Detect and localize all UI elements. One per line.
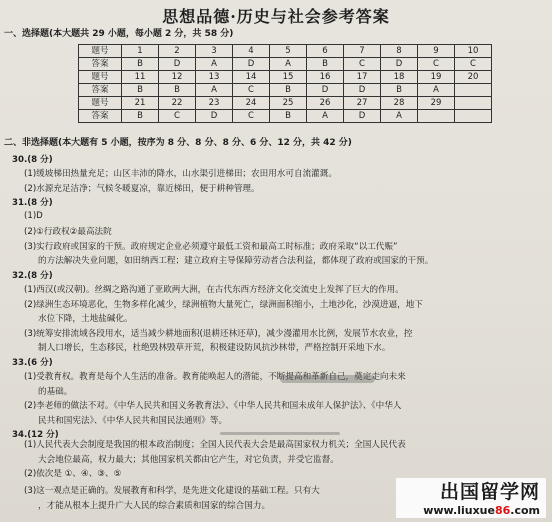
answer-line: 制人口增长，生态移民，杜绝毁林毁草开荒，积极建设防风抗沙林带，严格控制开采地下水。 xyxy=(38,343,391,353)
table-cell: B xyxy=(307,58,344,71)
table-cell: 15 xyxy=(270,71,307,84)
table-cell xyxy=(455,84,492,97)
question-number: 34.(12 分) xyxy=(12,430,59,440)
table-cell: 19 xyxy=(418,71,455,84)
table-cell: 17 xyxy=(344,71,381,84)
table-cell: 3 xyxy=(196,45,233,58)
answer-line: 水位下降，土地盐碱化。 xyxy=(38,314,133,324)
table-cell: C xyxy=(233,110,270,123)
table-cell: 28 xyxy=(381,97,418,110)
table-cell: 7 xyxy=(344,45,381,58)
answer-line: 的基础。 xyxy=(38,387,73,397)
question-number: 31.(8 分) xyxy=(12,198,53,208)
page-title: 思想品德·历史与社会参考答案 xyxy=(162,7,390,26)
answer-line: (3)这一观点是正确的。发展教育和科学，是先进文化建设的基础工程。只有大 xyxy=(24,486,320,496)
table-cell xyxy=(455,97,492,110)
watermark-logo: 出国留学网 xyxy=(439,481,540,503)
table-row-header: 题号 xyxy=(79,97,122,110)
answer-line: (1)西汉(或汉朝)。丝绸之路沟通了亚欧两大洲，在古代东西方经济文化交流史上发挥了巨大的作用。 xyxy=(24,285,404,295)
table-cell: A xyxy=(381,110,418,123)
question-number: 33.(6 分) xyxy=(12,358,53,368)
table-row-header: 答案 xyxy=(79,84,122,97)
answer-line: (2)①行政权②最高法院 xyxy=(24,227,112,237)
table-cell: 20 xyxy=(455,71,492,84)
question-number: 30.(8 分) xyxy=(12,155,53,165)
table-cell: D xyxy=(381,58,418,71)
table-cell: 21 xyxy=(122,97,159,110)
question-number: 32.(8 分) xyxy=(12,271,53,281)
table-row xyxy=(79,58,492,71)
answer-line: ，才能从根本上提升广大人民的综合素质和国家的综合国力。 xyxy=(38,501,271,511)
table-cell: B xyxy=(270,110,307,123)
table-row xyxy=(79,71,492,84)
table-cell: 9 xyxy=(418,45,455,58)
table-cell: 2 xyxy=(159,45,196,58)
table-cell: 4 xyxy=(233,45,270,58)
table-row-header: 答案 xyxy=(79,110,122,123)
table-cell: B xyxy=(122,58,159,71)
table-cell xyxy=(455,110,492,123)
answer-line: (3)统筹安排流域各段用水，适当减少耕地面积(退耕还林还草)，减少漫灌用水比例，发展节水农业，控 xyxy=(24,329,413,339)
table-cell: D xyxy=(196,110,233,123)
table-cell: 13 xyxy=(196,71,233,84)
table-cell: A xyxy=(418,84,455,97)
table-cell: D xyxy=(307,84,344,97)
table-cell: 26 xyxy=(307,97,344,110)
answer-table xyxy=(78,44,492,123)
table-row xyxy=(79,45,492,58)
answer-line: (2)绿洲生态环境恶化，生物多样化减少，绿洲植物大量死亡，绿洲面积缩小，土地沙化，沙漠进逼，地下 xyxy=(24,300,423,310)
table-cell: 11 xyxy=(122,71,159,84)
table-cell xyxy=(418,110,455,123)
table-row xyxy=(79,84,492,97)
table-cell: 10 xyxy=(455,45,492,58)
watermark-url: www.liuxue86.com xyxy=(423,504,540,517)
table-row xyxy=(79,97,492,110)
answer-line: (1)缓坡梯田热量充足；山区丰沛的降水，山水渠引进梯田；农田用水可自流灌溉。 xyxy=(24,169,337,179)
table-cell: B xyxy=(159,84,196,97)
answer-line: (2)李老师的做法不对。《中华人民共和国义务教育法》、《中华人民共和国未成年人保护法》、《中华人 xyxy=(24,401,402,411)
answer-line: (1)人民代表大会制度是我国的根本政治制度；全国人民代表大会是最高国家权力机关；全国人民代表 xyxy=(24,440,406,450)
table-row xyxy=(79,110,492,123)
table-cell: D xyxy=(344,110,381,123)
table-cell: A xyxy=(307,110,344,123)
table-cell: A xyxy=(196,58,233,71)
table-row-header: 答案 xyxy=(79,58,122,71)
table-row-header: 题号 xyxy=(79,45,122,58)
section-heading-choice: 一、选择题(本大题共 29 小题，每小题 2 分，共 58 分) xyxy=(4,29,234,39)
answer-line: 大会地位最高，权力最大；其他国家机关都由它产生，对它负责，并受它监督。 xyxy=(38,455,339,465)
table-cell: 14 xyxy=(233,71,270,84)
table-cell: 29 xyxy=(418,97,455,110)
answer-line: 的方法解决失业问题，如田纳西工程；建立政府主导保障劳动者合法利益，都体现了政府或国家的干预。 xyxy=(38,256,434,266)
table-cell: A xyxy=(196,84,233,97)
table-cell: 8 xyxy=(381,45,418,58)
table-cell: D xyxy=(159,58,196,71)
section-heading-nonchoice: 二、非选择题(本大题有 5 小题，按序为 8 分、8 分、8 分、6 分、12 分，共 42 分) xyxy=(4,138,352,148)
table-cell: 5 xyxy=(270,45,307,58)
table-cell: 27 xyxy=(344,97,381,110)
table-cell: 25 xyxy=(270,97,307,110)
table-cell: 22 xyxy=(159,97,196,110)
table-cell: C xyxy=(418,58,455,71)
table-cell: 12 xyxy=(159,71,196,84)
table-cell: C xyxy=(233,84,270,97)
table-cell: D xyxy=(233,58,270,71)
scan-smudge xyxy=(280,375,375,383)
table-cell: 18 xyxy=(381,71,418,84)
table-cell: B xyxy=(122,110,159,123)
answer-line: (1)D xyxy=(24,211,43,221)
table-cell: 1 xyxy=(122,45,159,58)
scan-smudge xyxy=(220,432,340,435)
table-cell: D xyxy=(344,84,381,97)
table-cell: 16 xyxy=(307,71,344,84)
answer-line: (2)水源充足洁净；气候冬暖夏凉，靠近梯田，便于耕种管理。 xyxy=(24,184,260,194)
table-cell: B xyxy=(381,84,418,97)
table-cell: 6 xyxy=(307,45,344,58)
answer-line: 民共和国宪法》、《中华人民共和国民法通则》等。 xyxy=(38,416,228,426)
table-cell: B xyxy=(122,84,159,97)
table-cell: A xyxy=(270,58,307,71)
answer-line: (1)受教育权。教育是每个人生活的准备。教育能唤起人的潜能，不断提高和革新自己，奠定走向未来 xyxy=(24,372,406,382)
table-cell: 24 xyxy=(233,97,270,110)
table-cell: C xyxy=(455,58,492,71)
answer-line: (3)实行政府或国家的干预。政府规定企业必须遵守最低工资和最高工时标准；政府采取“以工代赈” xyxy=(24,242,398,252)
answer-line: (2)依次是 ①、④、③、⑤ xyxy=(24,469,122,479)
table-cell: C xyxy=(159,110,196,123)
table-cell: B xyxy=(270,84,307,97)
table-cell: C xyxy=(344,58,381,71)
table-row-header: 题号 xyxy=(79,71,122,84)
table-cell: 23 xyxy=(196,97,233,110)
